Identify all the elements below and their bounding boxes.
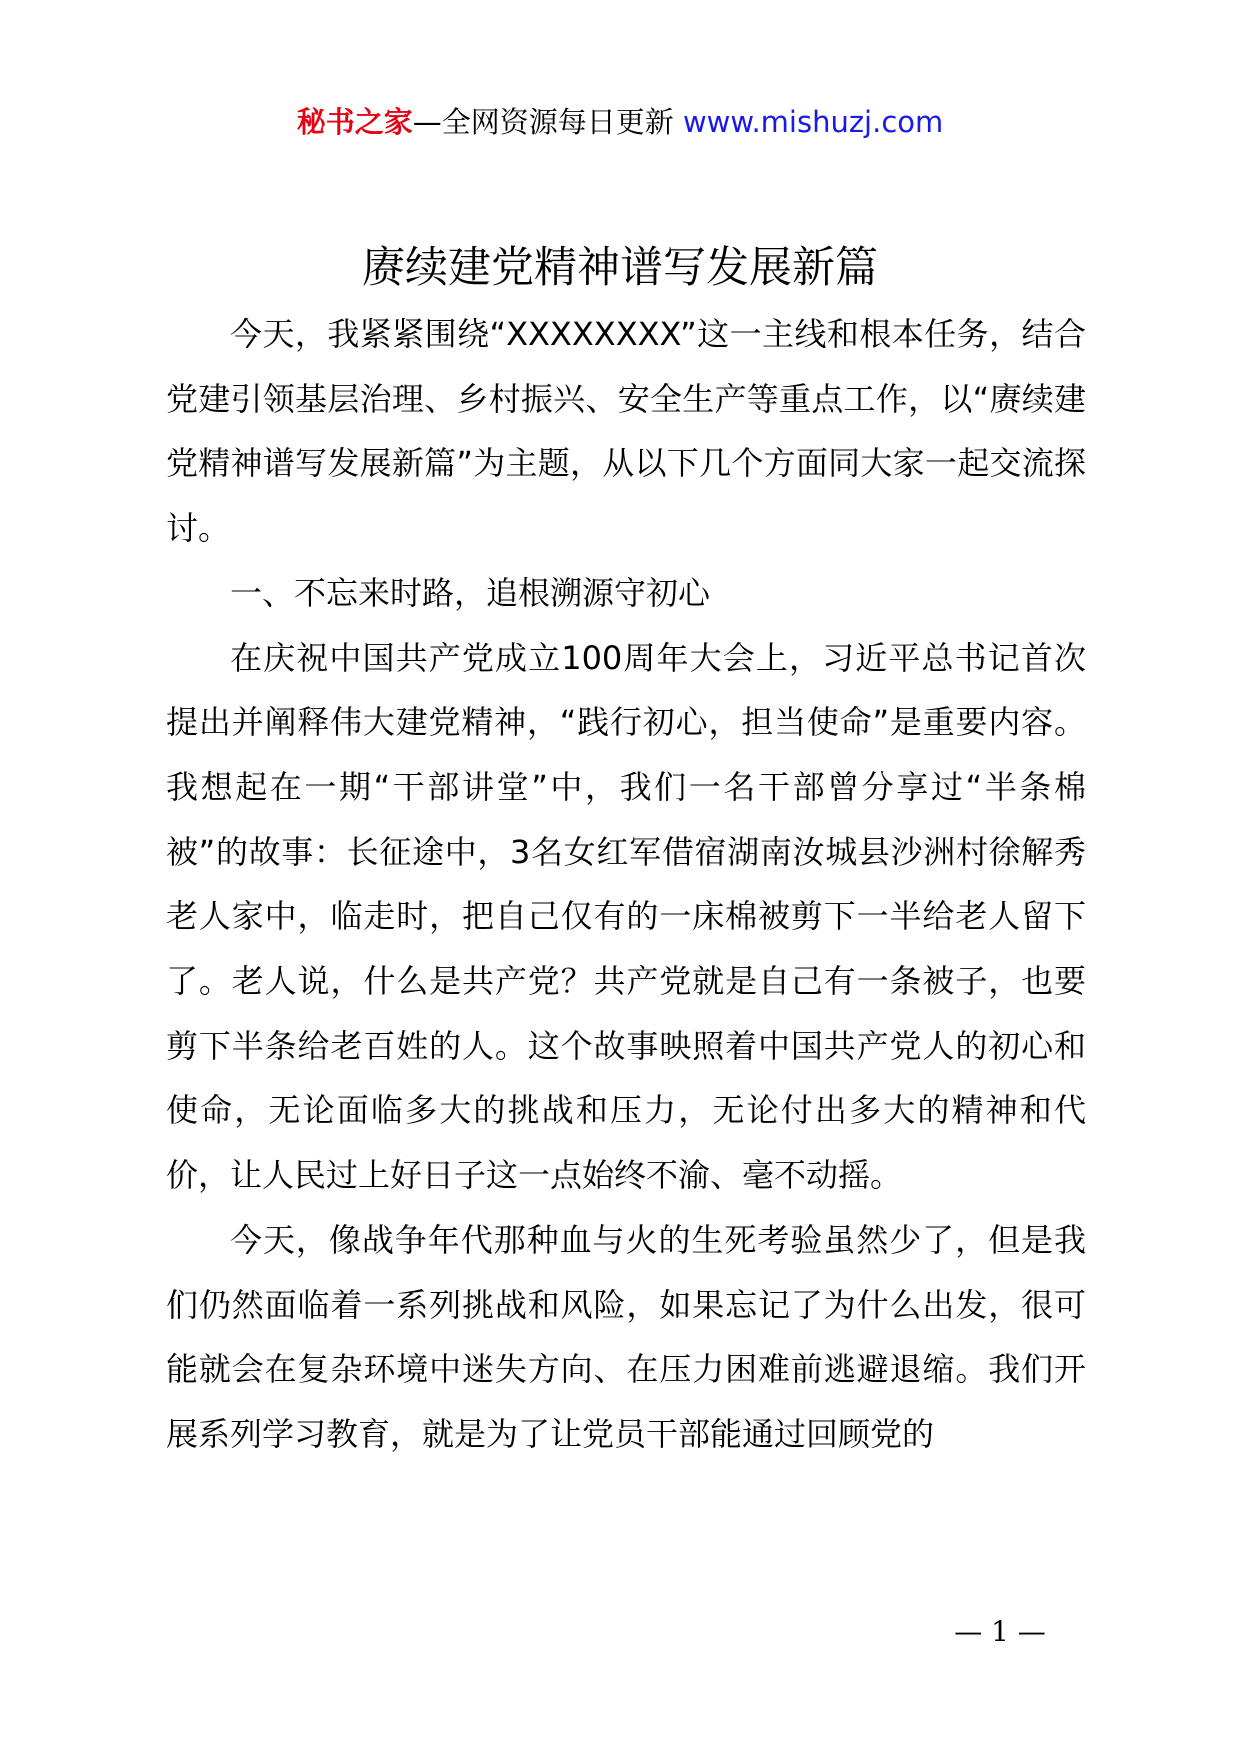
document-title: 赓续建党精神谱写发展新篇 — [362, 243, 878, 293]
section-heading: 一、不忘来时路，追根溯源守初心 — [230, 573, 711, 612]
body-paragraph: 今天，像战争年代那种血与火的生死考验虽然少了，但是我们仍然面临着一系列挑战和风险，如果忘记了为什么出发，很可能就会在复杂环境中迷失方向、在压力困难前逃避退缩。我们开展系列学习教育，就是为了让党员干部能通过回顾党的 — [166, 1220, 1086, 1453]
document-body — [166, 302, 1086, 1467]
intro-paragraph: 今天，我紧紧围绕“XXXXXXXX”这一主线和根本任务，结合党建引领基层治理、乡村振兴、安全生产等重点工作，以“赓续建党精神谱写发展新篇”为主题，从以下几个方面同大家一起交流探讨。 — [166, 315, 1086, 548]
body-paragraph: 在庆祝中国共产党成立100周年大会上，习近平总书记首次提出并阐释伟大建党精神，“践行初心，担当使命”是重要内容。我想起在一期“干部讲堂”中，我们一名干部曾分享过“半条棉被”的故事：长征途中，3名女红军借宿湖南汝城县沙洲村徐解秀老人家中，临走时，把自己仅有的一床棉被剪下一半给老人留下了。老人说，什么是共产党？共产党就是自己有一条被子，也要剪下半条给老百姓的人。这个故事映照着中国共产党人的初心和使命，无论面临多大的挑战和压力，无论付出多大的精神和代价，让人民过上好日子这一点始终不渝、毫不动摇。 — [166, 638, 1086, 1195]
brand-name: 秘书之家 — [296, 105, 413, 139]
banner-tagline: —全网资源每日更新 — [412, 105, 674, 139]
page-number: — 1 — — [954, 1615, 1046, 1648]
site-banner — [0, 100, 1240, 144]
site-url-link[interactable]: www.mishuzj.com — [682, 105, 944, 139]
